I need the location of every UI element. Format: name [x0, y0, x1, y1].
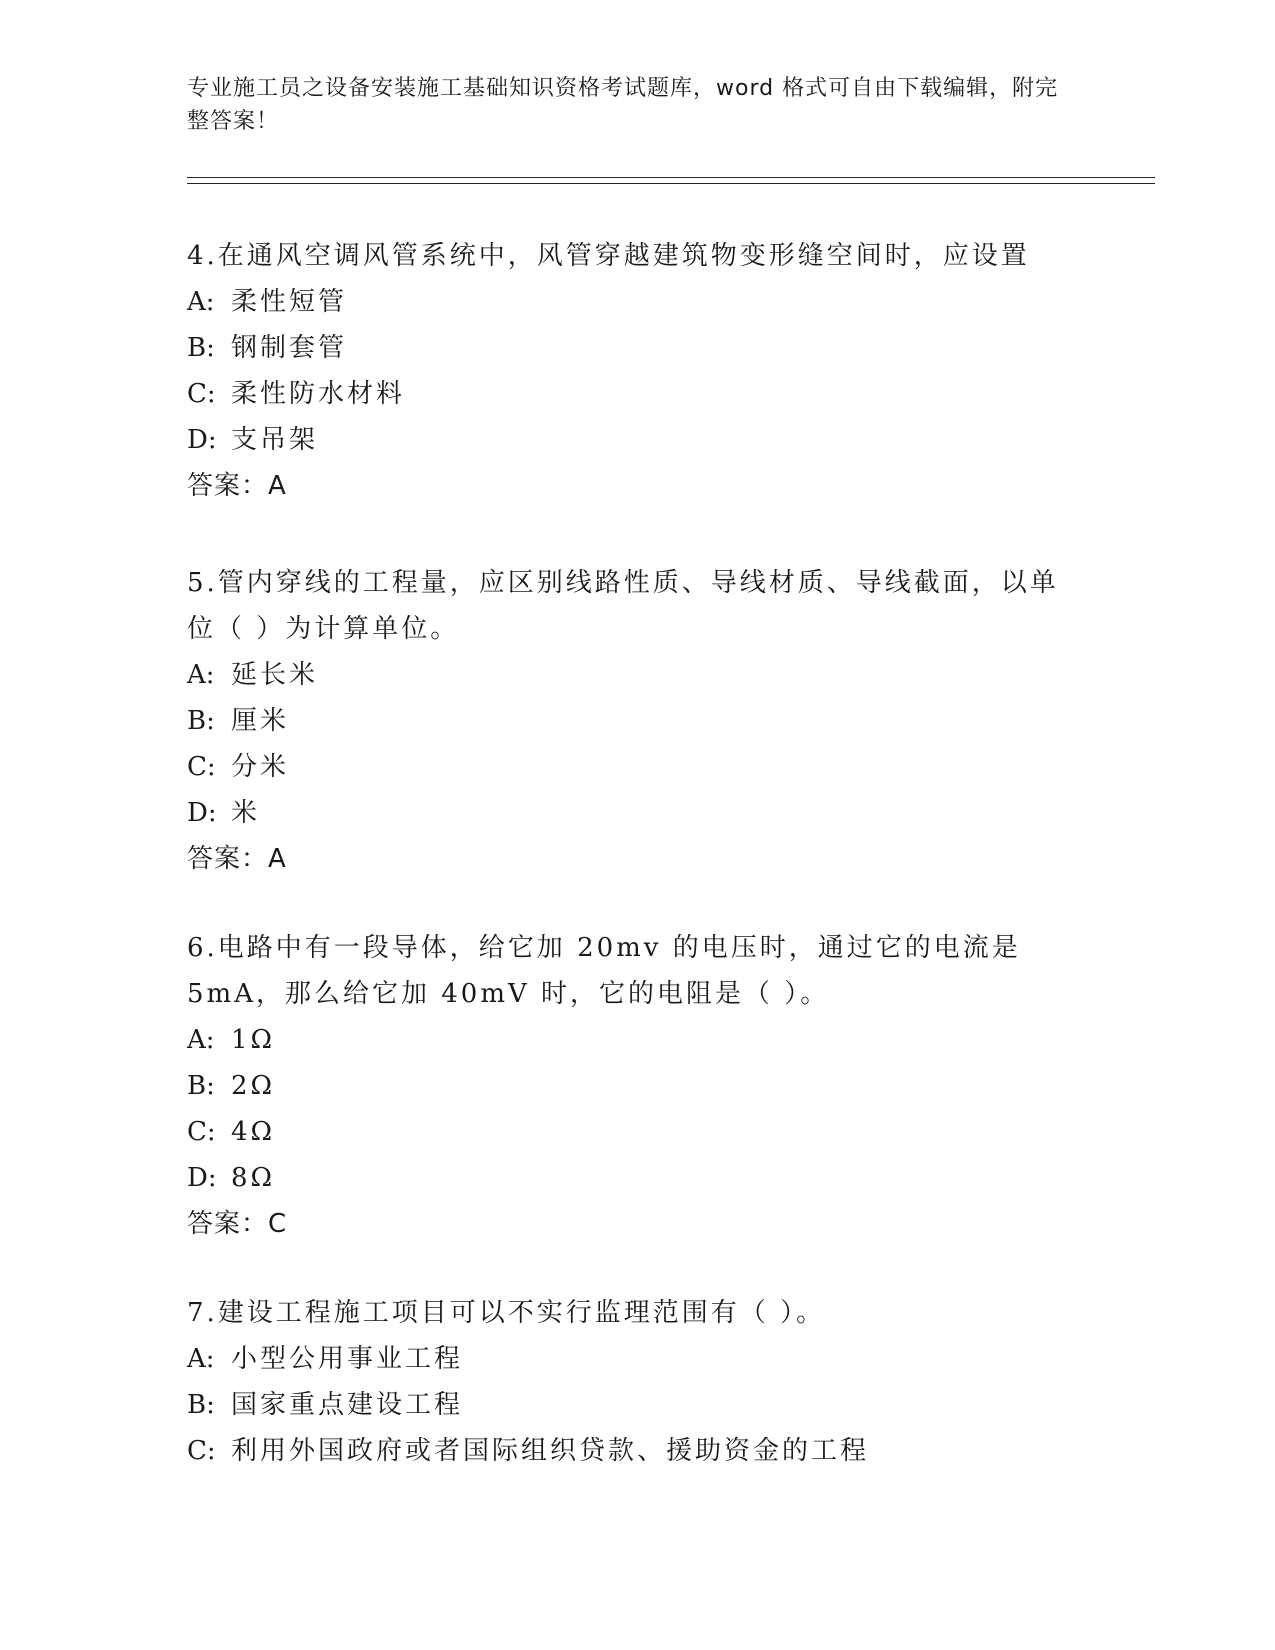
option-b — [187, 698, 1067, 744]
option-text: 柔性短管 — [231, 287, 348, 317]
option-text: 8Ω — [231, 1163, 276, 1193]
option-d — [187, 417, 1067, 463]
option-letter: C: — [187, 379, 216, 409]
question-stem: 6.电路中有一段导体，给它加 20mv 的电压时，通过它的电流是 5mA，那么给它加 40mV 时，它的电阻是（ ）。 — [187, 933, 1021, 1009]
option-letter: C: — [187, 1117, 216, 1147]
document-intro: 专业施工员之设备安装施工基础知识资格考试题库，word 格式可自由下载编辑，附完整答案！ — [187, 76, 1059, 134]
question-stem: 7.建设工程施工项目可以不实行监理范围有（ ）。 — [187, 1298, 826, 1328]
option-letter: A: — [187, 1344, 215, 1374]
option-a — [187, 279, 1067, 325]
option-text: 4Ω — [231, 1117, 276, 1147]
option-text: 利用外国政府或者国际组织贷款、援助资金的工程 — [231, 1436, 870, 1466]
option-c — [187, 1109, 1067, 1155]
option-text: 2Ω — [231, 1071, 276, 1101]
question-6 — [187, 925, 1067, 1247]
option-text: 分米 — [231, 752, 290, 782]
option-b — [187, 325, 1067, 371]
option-text: 厘米 — [231, 706, 290, 736]
option-text: 米 — [231, 798, 261, 828]
option-letter: B: — [187, 1390, 215, 1420]
option-letter: A: — [187, 660, 215, 690]
option-letter: A: — [187, 1025, 215, 1055]
option-a — [187, 1336, 1067, 1382]
answer-line: 答案：A — [187, 471, 287, 501]
question-5 — [187, 560, 1067, 882]
option-letter: B: — [187, 706, 215, 736]
option-letter: D: — [187, 798, 217, 828]
option-letter: C: — [187, 1436, 216, 1466]
question-stem: 5.管内穿线的工程量，应区别线路性质、导线材质、导线截面，以单位（ ）为计算单位。 — [187, 568, 1059, 644]
option-a — [187, 1017, 1067, 1063]
option-d — [187, 1155, 1067, 1201]
answer-line: 答案：A — [187, 844, 287, 874]
header-divider-bottom — [187, 183, 1155, 184]
option-c — [187, 371, 1067, 417]
option-letter: D: — [187, 425, 217, 455]
option-text: 国家重点建设工程 — [231, 1390, 464, 1420]
option-letter: C: — [187, 752, 216, 782]
question-4 — [187, 233, 1067, 509]
option-text: 1Ω — [231, 1025, 276, 1055]
option-letter: B: — [187, 333, 215, 363]
option-c — [187, 744, 1067, 790]
option-letter: D: — [187, 1163, 217, 1193]
option-letter: A: — [187, 287, 215, 317]
option-text: 钢制套管 — [231, 333, 348, 363]
option-text: 延长米 — [231, 660, 319, 690]
option-a — [187, 652, 1067, 698]
header-divider-top — [187, 177, 1155, 178]
option-b — [187, 1063, 1067, 1109]
answer-line: 答案：C — [187, 1209, 288, 1239]
option-text: 小型公用事业工程 — [231, 1344, 464, 1374]
question-stem: 4.在通风空调风管系统中，风管穿越建筑物变形缝空间时，应设置 — [187, 241, 1030, 271]
option-letter: B: — [187, 1071, 215, 1101]
option-text: 柔性防水材料 — [231, 379, 406, 409]
option-b — [187, 1382, 1067, 1428]
option-text: 支吊架 — [231, 425, 319, 455]
option-d — [187, 790, 1067, 836]
option-c — [187, 1428, 1067, 1474]
question-7 — [187, 1290, 1067, 1474]
